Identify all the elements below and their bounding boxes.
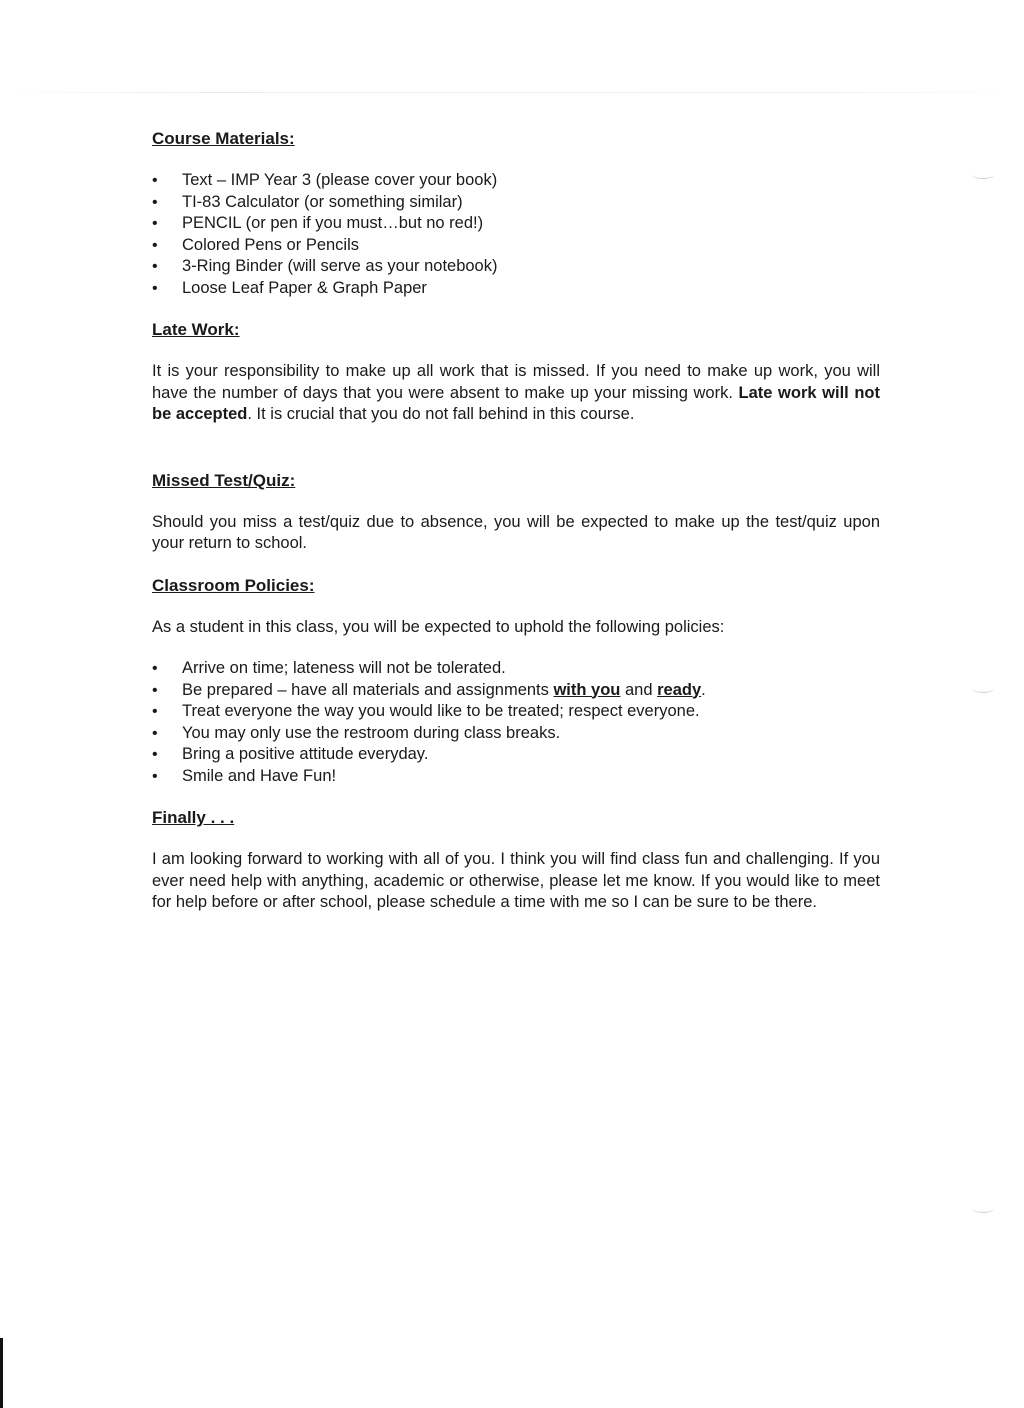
punch-hole-mark: [972, 684, 994, 693]
missed-test-paragraph: Should you miss a test/quiz due to absence, you will be expected to make up the test/quiz upon your return to school.: [152, 512, 880, 552]
punch-hole-mark: [972, 1204, 994, 1213]
list-item: • You may only use the restroom during class breaks.: [152, 723, 880, 745]
list-item: • Treat everyone the way you would like to be treated; respect everyone.: [152, 701, 880, 723]
course-materials-list: [152, 170, 880, 299]
late-work-emphasis: Late work will not be accepted: [152, 383, 880, 423]
policy-emphasis-with-you: with you: [553, 680, 621, 699]
list-item: • Arrive on time; lateness will not be tolerated.: [152, 658, 880, 680]
finally-paragraph: I am looking forward to working with all of you. I think you will find class fun and challenging. If you ever need help with anything, academic or otherwise, please let me know. If you would like to meet for help before or after school, please schedule a time with me so I can be sure to be there.: [152, 850, 880, 911]
late-work-text-end: . It is crucial that you do not fall behind in this course.: [247, 405, 635, 423]
list-item: • Text – IMP Year 3 (please cover your book): [152, 170, 880, 192]
list-item: [152, 680, 880, 702]
syllabus-page: [152, 128, 880, 914]
classroom-policies-heading: Classroom Policies:: [152, 575, 315, 595]
policy-emphasis-ready: ready: [657, 680, 702, 699]
list-item: • Smile and Have Fun!: [152, 766, 880, 788]
list-item: • Bring a positive attitude everyday.: [152, 744, 880, 766]
list-item: • Loose Leaf Paper & Graph Paper: [152, 278, 880, 300]
list-item: • PENCIL (or pen if you must…but no red!): [152, 213, 880, 235]
late-work-heading: Late Work:: [152, 320, 240, 339]
list-item: • Colored Pens or Pencils: [152, 235, 880, 257]
policy-text: Be prepared – have all materials and assignments: [182, 680, 554, 699]
course-materials-heading: Course Materials:: [152, 129, 295, 148]
classroom-policies-list: [152, 658, 880, 787]
late-work-paragraph: [152, 361, 880, 426]
finally-heading: Finally . . .: [152, 808, 235, 827]
scan-artifact-line: [0, 92, 1024, 93]
classroom-policies-intro: As a student in this class, you will be expected to uphold the following policies:: [152, 617, 725, 636]
scan-edge-bar: [0, 1338, 3, 1408]
policy-text: and: [620, 680, 658, 699]
list-item: • TI-83 Calculator (or something similar): [152, 192, 880, 214]
policy-text: .: [701, 680, 706, 699]
list-item: • 3-Ring Binder (will serve as your notebook): [152, 256, 880, 278]
late-work-text: It is your responsibility to make up all work that is missed. If you need to make up work, you will have the number of days that you were absent to make up your missing work.: [152, 362, 880, 402]
punch-hole-mark: [972, 170, 994, 179]
missed-test-heading: Missed Test/Quiz:: [152, 470, 296, 490]
